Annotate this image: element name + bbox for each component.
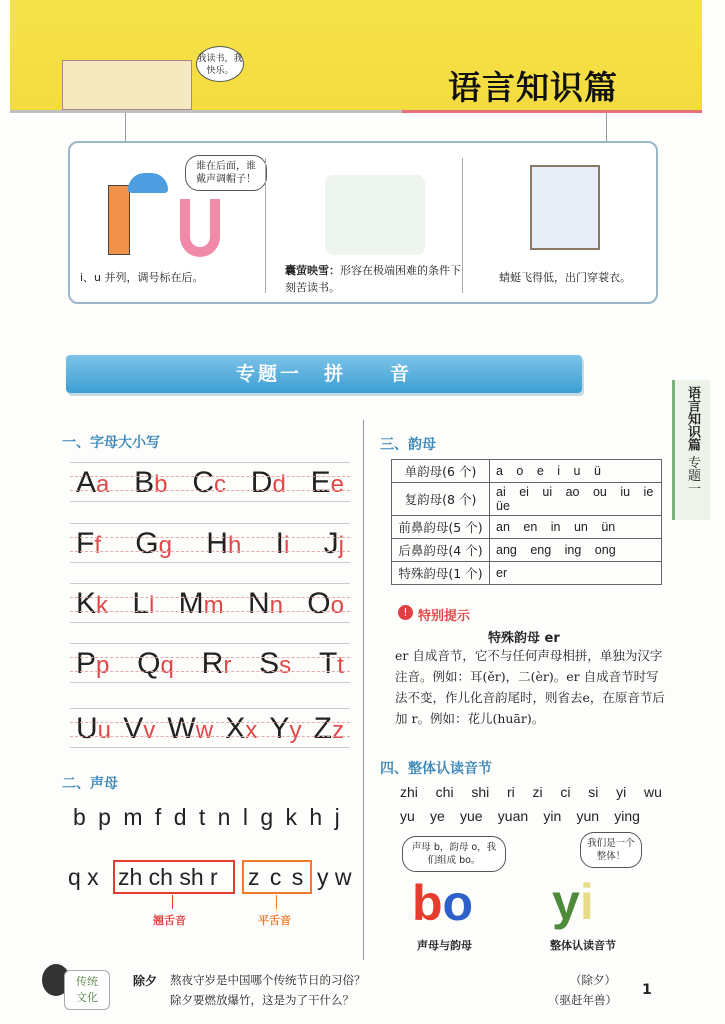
answer: （驱赶年兽）	[548, 993, 617, 1007]
answer: （除夕）	[570, 973, 616, 987]
idiom-definition: 形容在极端困难的条件下刻苦读书。	[285, 264, 461, 294]
lowercase-letter: t	[337, 652, 344, 679]
topic-banner: 专题一 拼 音	[66, 355, 582, 393]
lowercase-letter: q	[160, 652, 174, 679]
letter-pair	[192, 463, 226, 501]
letter-pair	[137, 644, 174, 682]
lowercase-letter: h	[227, 532, 242, 559]
speech-bubble: 声母 b，韵母 o，我们组成 bo。	[402, 836, 506, 872]
uppercase-letter: O	[307, 587, 331, 620]
lowercase-letter: k	[96, 592, 109, 619]
column-divider	[363, 420, 364, 960]
syllable: wu	[644, 784, 662, 800]
lowercase-letter: u	[97, 717, 112, 744]
letter-pair	[179, 584, 224, 622]
speech-bubble: 我们是一个整体！	[580, 832, 642, 868]
letter-pair	[135, 524, 172, 562]
lowercase-letter: z	[331, 717, 344, 744]
letter-pair	[206, 524, 241, 562]
header-underline	[402, 110, 702, 113]
syllable: yu	[400, 808, 415, 824]
letter-pair	[76, 463, 109, 501]
tip-text: er 自成音节，它不与任何声母相拼，单独为汉字注音。例如：耳(ěr)，二(èr)。er 自成音节时写法不变，作儿化音韵尾时，则省去e，在原音节后加 r。例如：花儿(huār)。	[395, 648, 665, 726]
lowercase-letter: c	[213, 471, 226, 498]
farmer-illustration	[530, 165, 600, 250]
retroflex-label: 翘舌音	[153, 914, 186, 927]
lowercase-letter: e	[330, 471, 344, 498]
letter-pair	[76, 524, 101, 562]
chapter-title: 语言知识篇	[448, 68, 618, 107]
lowercase-letter: d	[272, 471, 286, 498]
uppercase-letter: H	[206, 527, 228, 560]
bo-characters	[412, 877, 473, 929]
lowercase-letter: s	[279, 652, 292, 679]
side-tab	[672, 380, 710, 520]
table-row	[392, 516, 662, 539]
final-category: 前鼻韵母(5 个)	[392, 516, 490, 539]
syllable: zi	[532, 784, 543, 800]
syllable: shi	[471, 784, 490, 800]
letter-u-character	[180, 199, 220, 257]
syllable: zhi	[400, 784, 418, 800]
lowercase-letter: v	[143, 717, 156, 744]
lowercase-letter: w	[195, 717, 214, 744]
culture-badge: 传统文化	[64, 970, 110, 1010]
syllable-row	[400, 784, 662, 800]
letter-pair	[76, 584, 108, 622]
uppercase-letter: G	[135, 527, 159, 560]
letter-pair	[76, 709, 111, 747]
letter-row	[70, 523, 350, 563]
letter-pair	[167, 709, 213, 747]
uppercase-letter: X	[225, 712, 246, 745]
lowercase-letter: i	[283, 532, 290, 559]
lowercase-letter: a	[96, 471, 110, 498]
section-title: 三、韵母	[380, 437, 436, 453]
speech-bubble: 谁在后面，谁戴声调帽子！	[185, 155, 267, 191]
uppercase-letter: A	[76, 466, 97, 499]
lowercase-letter: y	[289, 717, 302, 744]
section-title: 四、整体认读音节	[380, 761, 492, 777]
lowercase-letter: p	[96, 652, 110, 679]
table-row	[392, 483, 662, 516]
alert-icon: !	[398, 605, 413, 620]
side-tab-chapter: 语言知识篇	[685, 386, 700, 451]
letter-pair	[307, 584, 344, 622]
lowercase-letter: n	[269, 592, 283, 619]
letter-pair	[248, 584, 283, 622]
uppercase-letter: Z	[313, 712, 332, 745]
letter-y-character: y	[552, 874, 580, 930]
illustration-panel	[68, 141, 658, 304]
initials-row: b p m f d t n l g k h j	[73, 804, 342, 830]
syllable: yin	[543, 808, 562, 824]
final-category: 特殊韵母(1 个)	[392, 562, 490, 585]
syllable: yun	[576, 808, 600, 824]
tip-label: 特别提示	[418, 609, 471, 624]
uppercase-letter: E	[310, 466, 331, 499]
uppercase-letter: P	[76, 647, 97, 680]
final-list: ang eng ing ong	[490, 539, 662, 562]
final-list: er	[490, 562, 662, 585]
section-title: 一、字母大小写	[62, 435, 160, 451]
scholars-illustration	[325, 175, 425, 255]
lowercase-letter: l	[149, 592, 155, 619]
side-tab-topic: 专题一	[685, 455, 700, 495]
uppercase-letter: Y	[269, 712, 290, 745]
footer-topic: 除夕	[133, 974, 158, 988]
lowercase-letter: f	[94, 532, 101, 559]
hanging-string	[606, 113, 607, 143]
panel-iu	[80, 155, 255, 300]
uppercase-letter: R	[201, 647, 224, 680]
lowercase-letter: b	[154, 471, 168, 498]
letter-o-character: o	[442, 875, 474, 931]
uppercase-letter: W	[167, 712, 196, 745]
tone-hat-icon	[128, 173, 168, 193]
syllable-row	[400, 808, 640, 824]
uppercase-letter: C	[192, 466, 214, 499]
table-row	[392, 460, 662, 483]
hanging-string	[125, 113, 126, 143]
letter-pair	[269, 709, 301, 747]
syllable: si	[588, 784, 599, 800]
uppercase-letter: M	[178, 587, 204, 620]
syllable: yi	[616, 784, 627, 800]
panel-divider	[265, 158, 266, 293]
letter-pair	[314, 709, 344, 747]
retroflex-initials: zh ch sh r	[118, 864, 218, 890]
final-list: a o e i u ü	[490, 460, 662, 483]
letter-pair	[225, 709, 257, 747]
table-row	[392, 562, 662, 585]
letter-pair	[132, 584, 154, 622]
section-title: 二、声母	[62, 776, 118, 792]
panel-idiom	[285, 155, 470, 300]
uppercase-letter: V	[123, 712, 144, 745]
syllable: ri	[506, 784, 515, 800]
caption: 整体认读音节	[550, 939, 616, 952]
final-category: 单韵母(6 个)	[392, 460, 490, 483]
letter-row	[70, 708, 350, 748]
uppercase-letter: B	[134, 466, 155, 499]
uppercase-letter: T	[318, 647, 338, 680]
question: 除夕要燃放爆竹，这是为了干什么？	[170, 993, 354, 1007]
lowercase-letter: x	[245, 717, 258, 744]
panel-proverb	[480, 155, 650, 300]
footer	[40, 958, 700, 1018]
final-category: 后鼻韵母(4 个)	[392, 539, 490, 562]
final-category: 复韵母(8 个)	[392, 483, 490, 516]
uppercase-letter: K	[76, 587, 97, 620]
letter-i-character	[108, 185, 130, 255]
syllable: ci	[560, 784, 571, 800]
letter-pair	[134, 463, 167, 501]
lowercase-letter: g	[158, 532, 172, 559]
idiom-term: 囊萤映雪：	[285, 264, 340, 277]
uppercase-letter: S	[259, 647, 280, 680]
letter-pair	[251, 463, 286, 501]
syllable: ying	[614, 808, 640, 824]
letter-pair	[319, 644, 344, 682]
yi-characters	[552, 874, 594, 930]
lowercase-letter: j	[338, 532, 344, 559]
tip-title: 特殊韵母 er	[488, 631, 560, 646]
syllable: yuan	[497, 808, 529, 824]
uppercase-letter: Q	[137, 647, 161, 680]
bookshelf-illustration	[62, 60, 192, 110]
syllable: yue	[460, 808, 483, 824]
letter-pair	[324, 524, 344, 562]
final-list: an en in un ün	[490, 516, 662, 539]
uppercase-letter: U	[76, 712, 98, 745]
page-number: 1	[642, 982, 652, 998]
letter-pair	[259, 644, 291, 682]
letter-row	[70, 462, 350, 502]
initials: q x	[68, 864, 99, 890]
initials: y w	[317, 864, 352, 890]
syllable: chi	[435, 784, 454, 800]
uppercase-letter: J	[323, 527, 339, 560]
lowercase-letter: r	[223, 652, 232, 679]
uppercase-letter: I	[275, 527, 284, 560]
flat-initials: z c s	[248, 864, 306, 890]
flat-label: 平舌音	[258, 914, 291, 927]
letter-pair	[123, 709, 155, 747]
letter-pair	[276, 524, 290, 562]
uppercase-letter: L	[132, 587, 149, 620]
uppercase-letter: F	[76, 527, 95, 560]
syllable: ye	[430, 808, 445, 824]
letter-b-character: b	[412, 875, 443, 931]
final-list: ai ei ui ao ou iu ie üe	[490, 483, 662, 516]
letter-pair	[311, 463, 344, 501]
caption	[285, 262, 470, 296]
lowercase-letter: o	[330, 592, 344, 619]
letter-pair	[76, 644, 109, 682]
uppercase-letter: D	[250, 466, 273, 499]
table-row	[392, 539, 662, 562]
caption: 声母与韵母	[417, 939, 472, 952]
letter-pair	[202, 644, 232, 682]
caption: i、u 并列，调号标在后。	[80, 271, 204, 284]
letter-row	[70, 583, 350, 623]
panel-divider	[462, 158, 463, 293]
arrow-down-icon	[172, 895, 173, 909]
question: 熬夜守岁是中国哪个传统节日的习俗？	[170, 973, 366, 987]
speech-bubble: 我读书，我快乐。	[196, 46, 244, 82]
letter-row	[70, 643, 350, 683]
letter-i-character: i	[579, 874, 594, 930]
lowercase-letter: m	[203, 592, 224, 619]
uppercase-letter: N	[247, 587, 270, 620]
finals-table	[391, 459, 662, 585]
arrow-down-icon	[276, 895, 277, 909]
caption: 蜻蜓飞得低，出门穿蓑衣。	[499, 271, 631, 284]
